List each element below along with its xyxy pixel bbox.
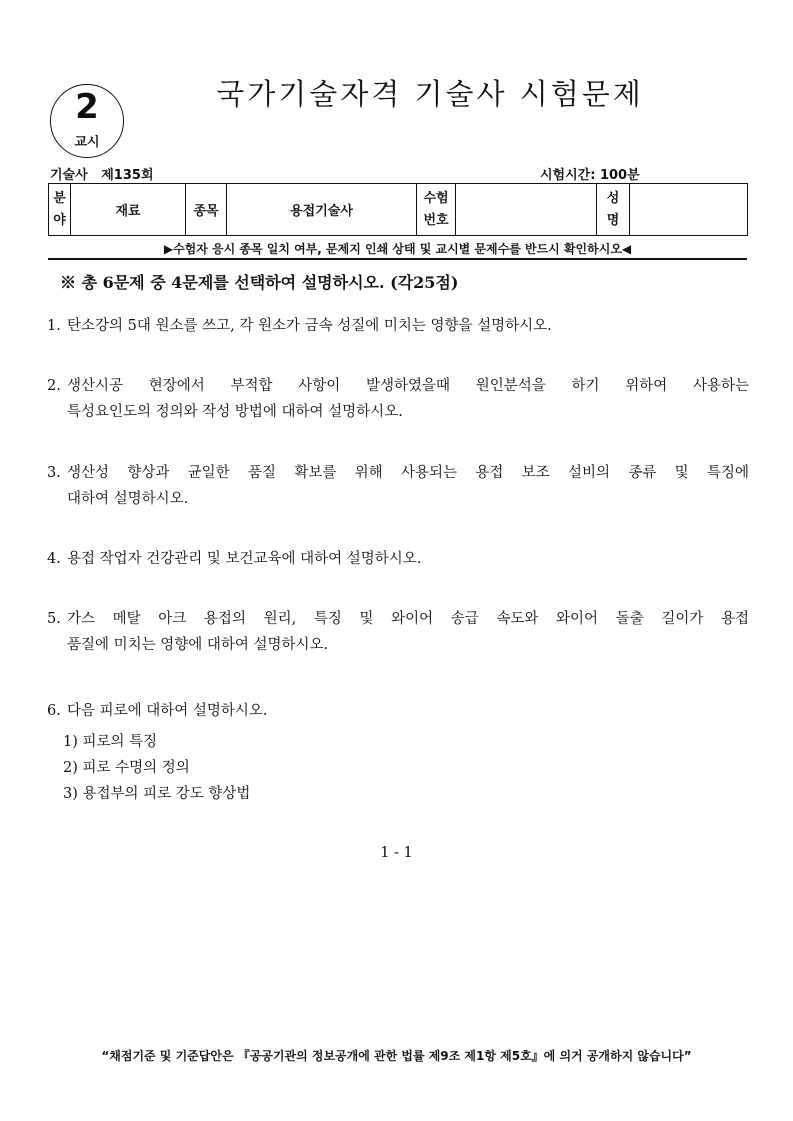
name-label: 성 명	[597, 184, 630, 236]
footer-notice: “채점기준 및 기준답안은 『공공기관의 정보공개에 관한 법률 제9조 제1항 제5호』에 의거 공개하지 않습니다”	[101, 1049, 692, 1063]
candidate-info-table	[48, 183, 748, 236]
exam-title: 국가기술자격 기술사 시험문제	[216, 77, 644, 111]
question-3: 3. 생산성 향상과 균일한 품질 확보를 위해 사용되는 용접 보조 설비의 종류 및 특징에 대하여 설명하시오.	[47, 465, 749, 507]
question-5: 5. 가스 메탈 아크 용접의 원리, 특징 및 와이어 송급 속도와 와이어 돌출 길이가 용접 품질에 미치는 영향에 대하여 설명하시오.	[47, 611, 749, 653]
category-label: 종목	[186, 184, 227, 236]
exam-round: 기술사 제135회	[50, 168, 154, 183]
exam-time: 시험시간: 100분	[540, 168, 640, 183]
check-notice: ▶수험자 응시 종목 일치 여부, 문제지 인쇄 상태 및 교시별 문제수를 반드시 확인하시오◀	[163, 242, 632, 256]
field-label: 분 야	[49, 184, 71, 236]
exam-number-field[interactable]	[456, 184, 597, 236]
exam-number-label: 수험 번호	[417, 184, 456, 236]
question-1: 1. 탄소강의 5대 원소를 쓰고, 각 원소가 금속 성질에 미치는 영향을 설명하시오.	[47, 318, 552, 334]
instruction: ※ 총 6문제 중 4문제를 선택하여 설명하시오. (각25점)	[60, 273, 459, 292]
field-value: 재료	[71, 184, 186, 236]
question-2: 2. 생산시공 현장에서 부적합 사항이 발생하였을때 원인분석을 하기 위하여 사용하는 특성요인도의 정의와 작성 방법에 대하여 설명하시오.	[47, 378, 749, 420]
q6-item-2: 2) 피로 수명의 정의	[63, 760, 190, 776]
page-number: 1 - 1	[380, 845, 413, 861]
session-number: 2	[75, 87, 99, 127]
session-badge	[50, 84, 124, 158]
category-value: 용접기술사	[227, 184, 417, 236]
divider	[48, 258, 747, 260]
q6-item-1: 1) 피로의 특징	[63, 734, 158, 750]
question-6: 6. 다음 피로에 대하여 설명하시오.	[47, 703, 268, 719]
question-4: 4. 용접 작업자 건강관리 및 보건교육에 대하여 설명하시오.	[47, 551, 422, 567]
q6-item-3: 3) 용접부의 피로 강도 향상법	[63, 786, 251, 802]
session-label: 교시	[74, 135, 100, 150]
name-field[interactable]	[630, 184, 748, 236]
